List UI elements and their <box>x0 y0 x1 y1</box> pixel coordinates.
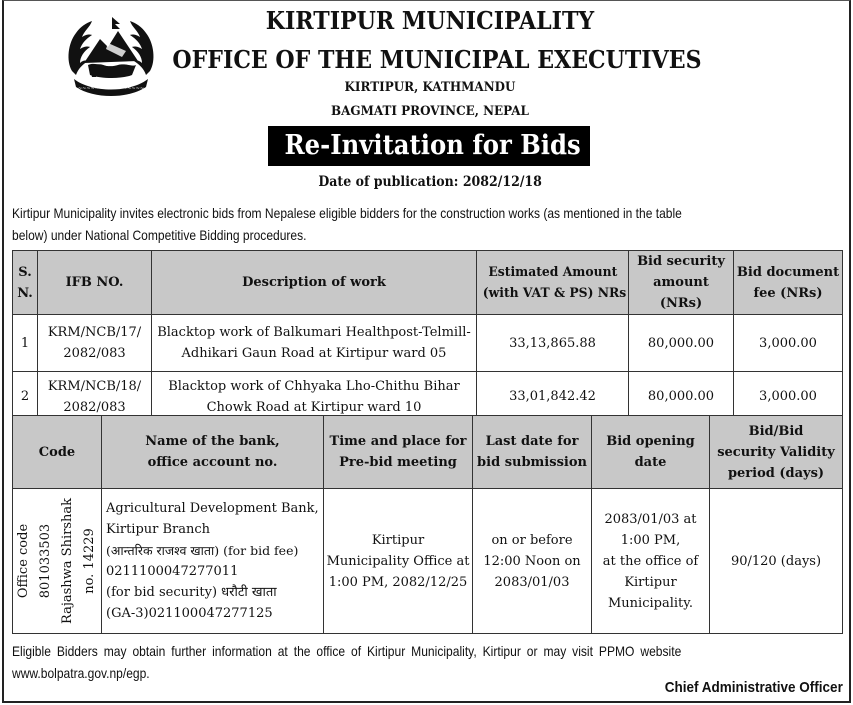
cell-ifb-line2: 2082/083 <box>63 346 126 361</box>
works-table <box>12 250 843 422</box>
publication-date <box>250 174 610 190</box>
cell-security: 80,000.00 <box>629 315 734 372</box>
footer-link[interactable]: www.bolpatra.gov.np/egp. <box>12 665 150 681</box>
header-estimate-line2: (with VAT & PS) NRs <box>482 285 627 301</box>
header-ifb: IFB NO. <box>38 251 152 315</box>
emblem-motto: ~~~~~ ~~~~~ ~~~~~ <box>77 86 145 92</box>
cell-bank-line1: Agricultural Development Bank, <box>106 501 319 516</box>
header-fee <box>734 251 843 315</box>
header-sn-line2: N. <box>17 285 33 301</box>
header-security-line1: Bid security <box>637 254 725 269</box>
cell-sn: 1 <box>13 315 38 372</box>
municipality-name: KIRTIPUR MUNICIPALITY <box>265 6 595 35</box>
cell-code-wrap <box>13 490 101 632</box>
cell-bank-line4: 0211100047277011 <box>106 564 239 579</box>
cell-bank-line5: (for bid security) धरौटी खाता <box>106 585 277 600</box>
cell-code-line1: Office code <box>16 523 31 599</box>
cell-fee: 3,000.00 <box>734 315 843 372</box>
cell-description-line2: Chowk Road at Kirtipur ward 10 <box>206 399 422 415</box>
notice-title <box>268 126 590 166</box>
intro-paragraph <box>12 202 844 246</box>
header-prebid-line1: Time and place for <box>329 434 467 449</box>
cell-description-line1: Blacktop work of Balkumari Healthpost-Telmill- <box>157 325 471 340</box>
header-validity-line2: security Validity <box>717 444 835 460</box>
intro-line-1: Kirtipur Municipality invites electronic bids from Nepalese eligible bidders for the construction works (as mentioned in the table <box>12 205 682 221</box>
cell-last-date <box>473 489 592 634</box>
cell-description-line1: Blacktop work of Chhyaka Lho-Chithu Bihar <box>168 378 460 394</box>
header-description: Description of work <box>152 251 477 315</box>
cell-fee: 3,000.00 <box>734 372 843 422</box>
cell-estimate: 33,13,865.88 <box>477 315 629 372</box>
cell-security: 80,000.00 <box>629 372 734 422</box>
header-fee-line2: fee (NRs) <box>753 285 823 301</box>
address-line-1: KIRTIPUR, KATHMANDU <box>344 80 516 95</box>
cell-opening-line1: 2083/01/03 at <box>604 511 697 527</box>
schedule-table-header <box>13 416 843 489</box>
cell-validity: 90/120 (days) <box>710 489 843 634</box>
header-security <box>629 251 734 315</box>
header-prebid <box>324 416 473 489</box>
signatory-title: Chief Administrative Officer <box>664 679 843 696</box>
header-prebid-line2: Pre-bid meeting <box>339 455 457 470</box>
cell-prebid-line1: Kirtipur <box>371 532 425 548</box>
header-last-date-line1: Last date for <box>485 434 579 449</box>
cell-ifb <box>38 372 152 422</box>
header-bank <box>102 416 324 489</box>
cell-description <box>152 315 477 372</box>
cell-estimate: 33,01,842.42 <box>477 372 629 422</box>
header-opening-line2: date <box>634 455 667 470</box>
intro-line-2: below) under National Competitive Bidding procedures. <box>12 227 307 243</box>
cell-code-line2: 801033503 <box>38 523 53 599</box>
footer-line-1: Eligible Bidders may obtain further information at the office of Kirtipur Municipality, Kirtipur or may visit PPMO website <box>12 643 682 659</box>
cell-code-line4: no. 14229 <box>82 528 97 594</box>
header-opening-line1: Bid opening <box>606 434 695 449</box>
header-security-line2: amount (NRs) <box>653 275 709 311</box>
cell-opening-line5: Municipality. <box>607 595 693 611</box>
cell-bank <box>102 489 324 634</box>
header-bank-line2: office account no. <box>147 455 278 470</box>
cell-opening-line2: 1:00 PM, <box>620 532 681 548</box>
header-fee-line1: Bid document <box>736 264 840 280</box>
header-opening <box>592 416 710 489</box>
cell-opening-line3: at the office of <box>602 553 699 569</box>
cell-opening <box>592 489 710 634</box>
cell-bank-line6: (GA-3)021100047277125 <box>106 606 273 621</box>
header-sn-line1: S. <box>18 264 32 280</box>
notice-title-text: Re-Invitation for Bids <box>284 130 581 161</box>
header-estimate-line1: Estimated Amount <box>488 264 617 280</box>
header-estimate <box>477 251 629 315</box>
government-emblem-icon <box>62 13 160 101</box>
cell-last-date-line3: 2083/01/03 <box>494 574 570 590</box>
address-line-2: BAGMATI PROVINCE, NEPAL <box>331 104 529 119</box>
cell-description <box>152 372 477 422</box>
cell-code <box>13 489 102 634</box>
header-sn <box>13 251 38 315</box>
header-last-date-line2: bid submission <box>477 455 587 470</box>
header-bank-line1: Name of the bank, <box>145 434 280 449</box>
cell-last-date-line1: on or before <box>491 532 573 548</box>
cell-description-line2: Adhikari Gaun Road at Kirtipur ward 05 <box>181 346 447 361</box>
cell-ifb-line1: KRM/NCB/18/ <box>47 378 142 394</box>
cell-sn: 2 <box>13 372 38 422</box>
header-validity-line1: Bid/Bid <box>748 423 804 439</box>
cell-bank-line2: Kirtipur Branch <box>106 522 211 537</box>
table-row <box>13 372 843 422</box>
cell-ifb-line1: KRM/NCB/17/ <box>47 325 142 340</box>
schedule-table <box>12 415 843 634</box>
cell-last-date-line2: 12:00 Noon on <box>483 553 581 569</box>
table-row <box>13 315 843 372</box>
header-validity <box>710 416 843 489</box>
works-table-header <box>13 251 843 315</box>
table-row <box>13 489 843 634</box>
cell-opening-line4: Kirtipur <box>624 574 677 590</box>
cell-ifb-line2: 2082/083 <box>63 399 126 415</box>
publication-date-text: Date of publication: 2082/12/18 <box>318 174 542 190</box>
cell-ifb <box>38 315 152 372</box>
cell-prebid <box>324 489 473 634</box>
office-name: OFFICE OF THE MUNICIPAL EXECUTIVES <box>172 45 702 74</box>
cell-bank-line3: (आन्तरिक राजश्व खाता) (for bid fee) <box>106 543 299 558</box>
cell-prebid-line2: Municipality Office at <box>326 553 470 569</box>
cell-code-line3: Rajashwa Shirshak <box>60 498 75 624</box>
footer-paragraph <box>12 640 844 684</box>
header-validity-line3: period (days) <box>727 465 825 481</box>
header-code: Code <box>13 416 102 489</box>
cell-prebid-line3: 1:00 PM, 2082/12/25 <box>328 574 468 590</box>
cell-code-rotated <box>13 491 101 631</box>
header-last-date <box>473 416 592 489</box>
